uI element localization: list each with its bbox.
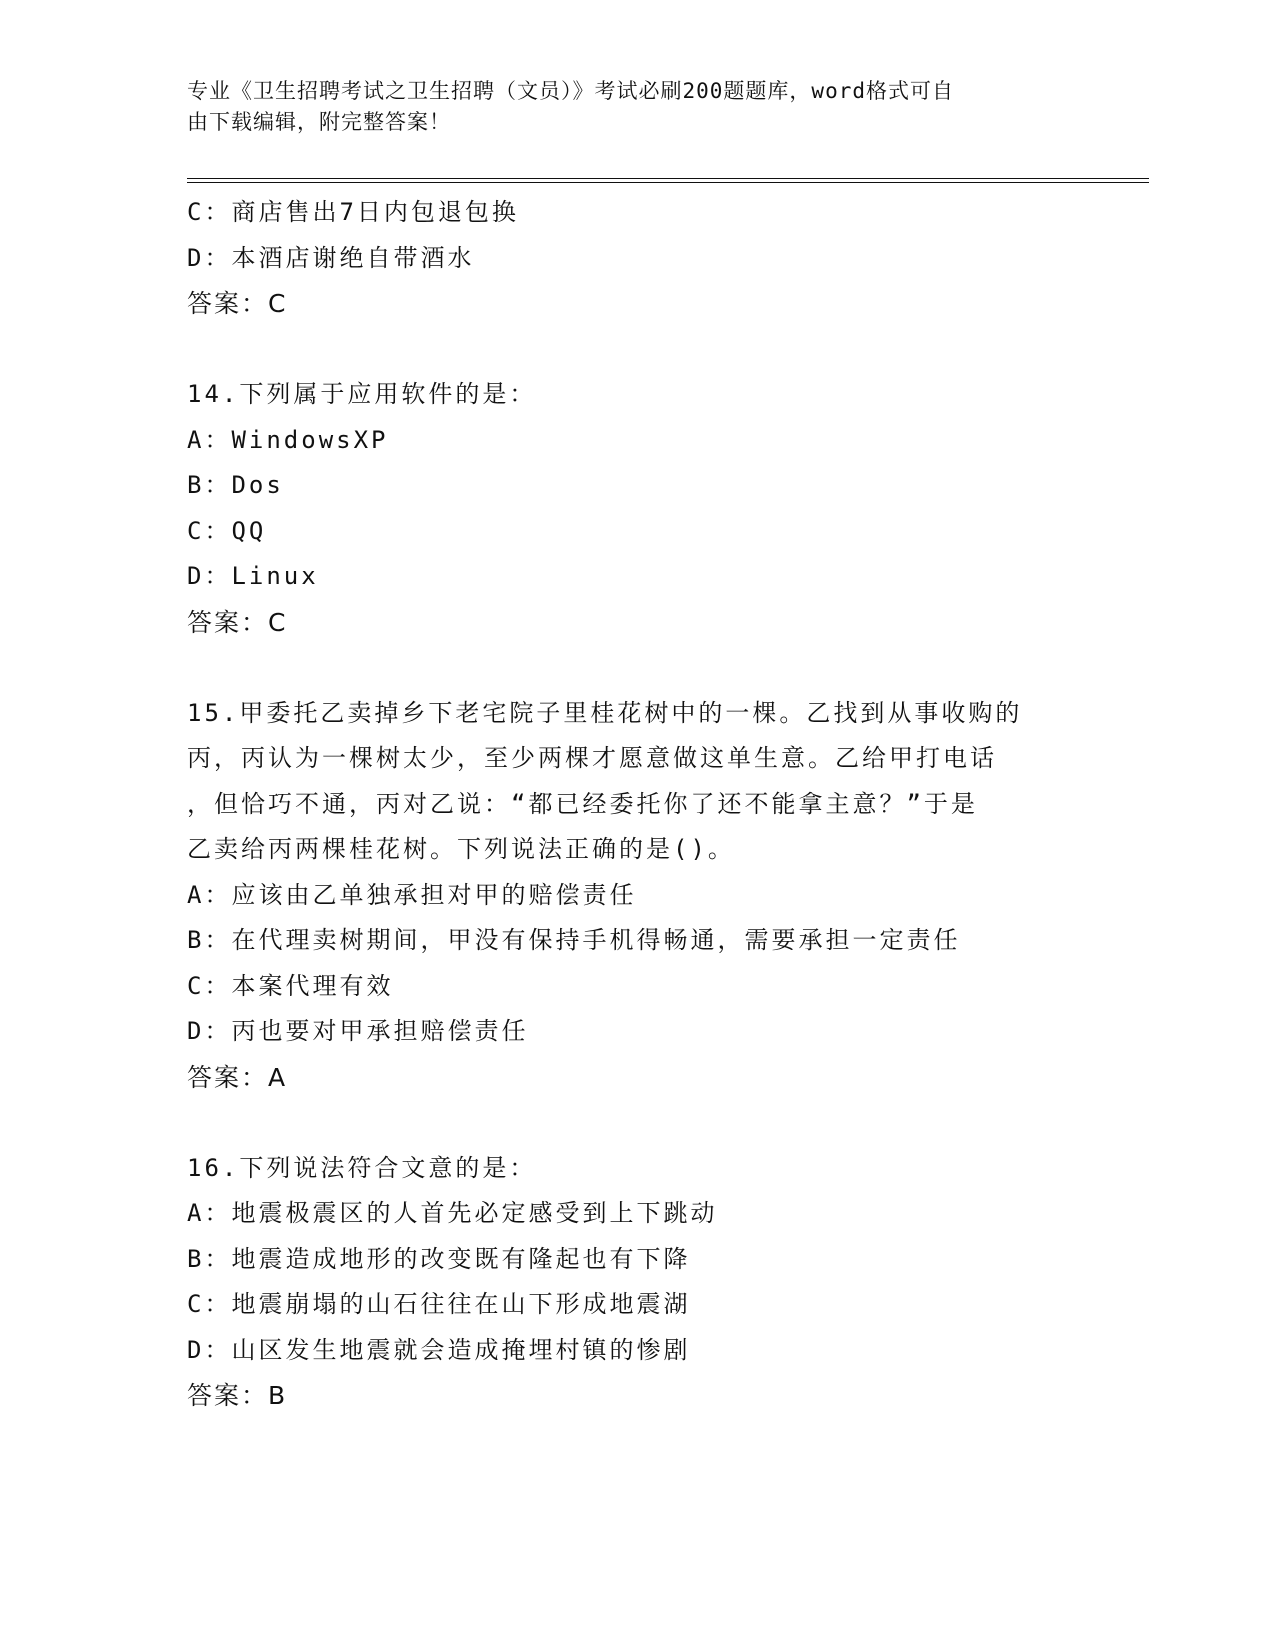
option-item: B：在代理卖树期间，甲没有保持手机得畅通，需要承担一定责任 <box>187 926 961 954</box>
header-rule-top <box>187 178 1149 179</box>
answer-line: 答案：A <box>187 1062 288 1092</box>
question-stem: 15.甲委托乙卖掉乡下老宅院子里桂花树中的一棵。乙找到从事收购的 <box>187 698 1023 727</box>
question-stem: 丙，丙认为一棵树太少，至少两棵才愿意做这单生意。乙给甲打电话 <box>187 744 997 772</box>
question-stem: 14.下列属于应用软件的是： <box>187 380 537 408</box>
option-item: B：Dos <box>187 471 284 499</box>
option-item: C：地震崩塌的山石往往在山下形成地震湖 <box>187 1290 691 1318</box>
answer-line: 答案：C <box>187 607 288 637</box>
question-content <box>187 190 1087 1419</box>
option-item: A：应该由乙单独承担对甲的赔偿责任 <box>187 880 637 909</box>
option-item: D：Linux <box>187 562 319 590</box>
carryover-block <box>187 190 1087 327</box>
option-item: C：QQ <box>187 516 267 545</box>
answer-line: 答案：B <box>187 1381 288 1410</box>
question-16 <box>187 1146 1087 1419</box>
answer-line: 答案：C <box>187 289 288 318</box>
question-stem: ，但恰巧不通，丙对乙说：“都已经委托你了还不能拿主意？”于是 <box>187 789 978 818</box>
option-item: A：WindowsXP <box>187 425 389 454</box>
option-item: C：商店售出7日内包退包换 <box>187 198 519 226</box>
block-spacer <box>187 645 1087 691</box>
header-line-1: 专业《卫生招聘考试之卫生招聘（文员）》考试必刷200题题库，word格式可自 <box>187 79 954 103</box>
document-header <box>187 76 1067 138</box>
option-item: A：地震极震区的人首先必定感受到上下跳动 <box>187 1199 718 1227</box>
option-item: C：本案代理有效 <box>187 971 394 1000</box>
block-spacer <box>187 1100 1087 1146</box>
option-item: B：地震造成地形的改变既有隆起也有下降 <box>187 1244 691 1273</box>
option-item: D：山区发生地震就会造成掩埋村镇的惨剧 <box>187 1335 691 1364</box>
option-item: D：本酒店谢绝自带酒水 <box>187 243 475 272</box>
question-14 <box>187 372 1087 645</box>
question-15 <box>187 691 1087 1101</box>
header-rule-bottom <box>187 182 1149 183</box>
block-spacer <box>187 327 1087 373</box>
question-stem: 16.下列说法符合文意的是： <box>187 1153 537 1182</box>
question-stem: 乙卖给丙两棵桂花树。下列说法正确的是()。 <box>187 835 735 863</box>
option-item: D：丙也要对甲承担赔偿责任 <box>187 1017 529 1045</box>
header-line-2: 由下载编辑，附完整答案！ <box>187 110 451 134</box>
